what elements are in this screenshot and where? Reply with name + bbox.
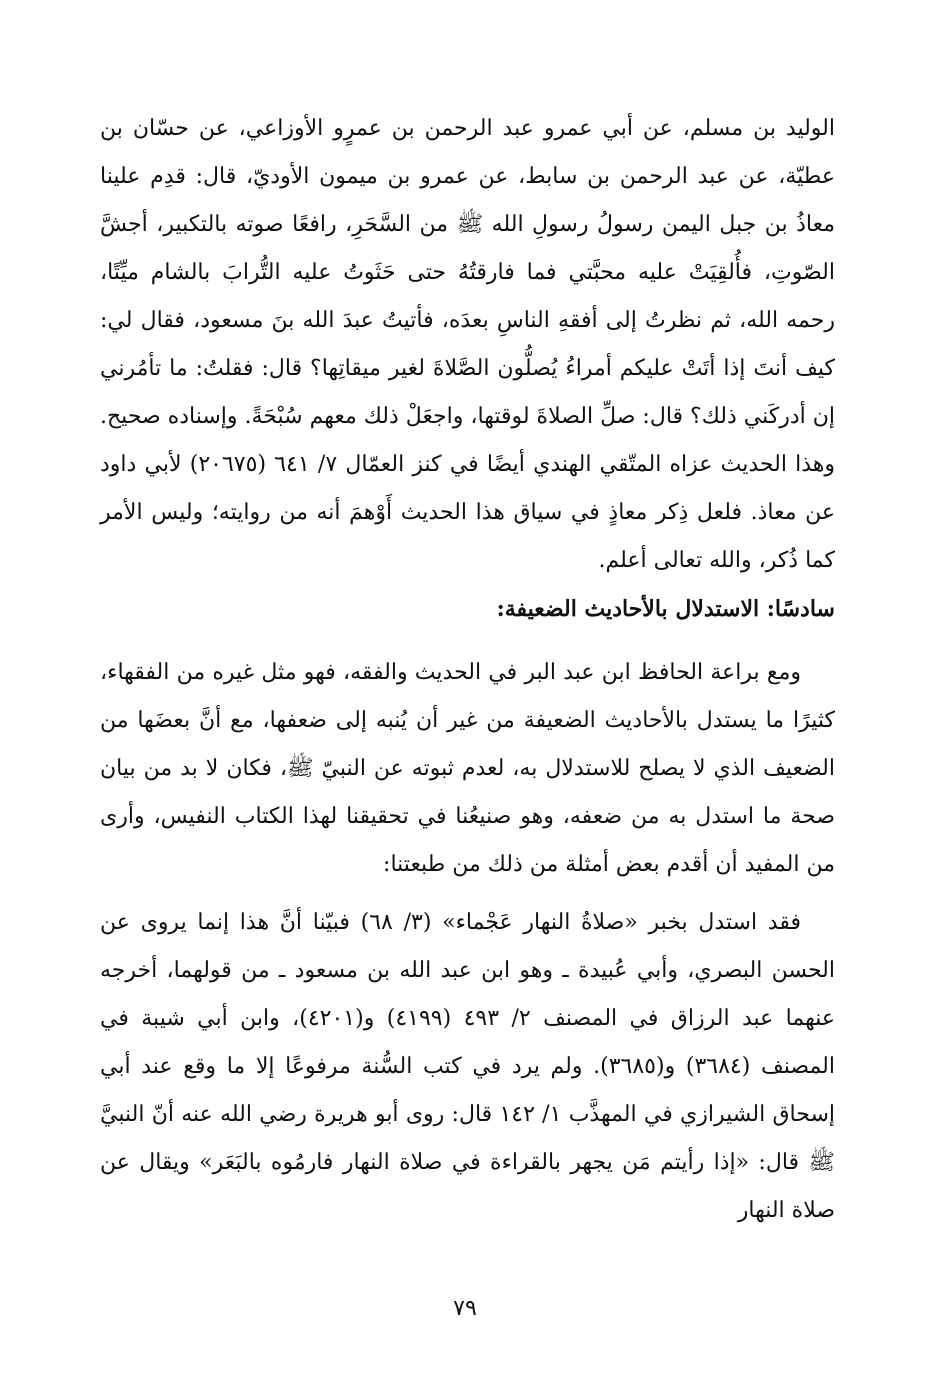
page-number: ٧٩ (453, 1296, 477, 1321)
spacer (100, 889, 835, 899)
paragraph-example-ajmaa: فقد استدل بخبر «صلاةُ النهار عَجْماء» (٣/ ٦٨) فبيّنا أنَّ هذا إنما يروى عن الحسن البصري، وأبي عُبيدة ـ وهو ابن عبد الله بن مسعود ـ من قولهما، أخرجه عنهما عبد الرزاق في المصنف ٢/ ٤٩٣ (٤١٩٩) و(٤٢٠١)، وابن أبي شيبة في المصنف (٣٦٨٤) و(٣٦٨٥). ولم يرد في كتب السُّنة مرفوعًا إلا ما وقع عند أبي إسحاق الشيرازي في المهذَّب ١/ ١٤٢ قال: روى أبو هريرة رضي الله عنه أنّ النبيَّ ﷺ قال: «إذا رأيتم مَن يجهر بالقراءة في صلاة النهار فارمُوه بالبَعَر» ويقال عن صلاة النهار (100, 910, 836, 1223)
paragraph-weak-hadith-intro: ومع براعة الحافظ ابن عبد البر في الحديث والفقه، فهو مثل غيره من الفقهاء، كثيرًا ما يستدل بالأحاديث الضعيفة من غير أن يُنبه إلى ضعفها، مع أنَّ بعضَها من الضعيف الذي لا يصلح للاستدلال به، لعدم ثبوته عن النبيّ ﷺ، فكان لا بد من بيان صحة ما استدل به من ضعفه، وهو صنيعُنا في تحقيقنا لهذا الكتاب النفيس، وأرى من المفيد أن أقدم بعض أمثلة من ذلك من طبعتنا: (100, 660, 835, 877)
spacer (100, 639, 835, 649)
section-heading-weak-hadiths: سادسًا: الاستدلال بالأحاديث الضعيفة: (496, 596, 835, 622)
page-body (100, 105, 835, 1235)
paragraph-hadith-continuation: الوليد بن مسلم، عن أبي عمرو عبد الرحمن بن عمرٍو الأوزاعي، عن حسّان بن عطيّة، عن عبد الرحمن بن سابط، عن عمرو بن ميمون الأوديّ، قال: قدِم علينا معاذُ بن جبل اليمن رسولُ رسولِ الله ﷺ من السَّحَرِ، رافعًا صوته بالتكبير، أجشَّ الصّوتِ، فأُلقِيَتْ عليه محبَّتي فما فارقتُهُ حتى حَثَوتُ عليه التُّرابَ بالشام ميِّتًا، رحمه الله، ثم نظرتُ إلى أفقهِ الناسِ بعدَه، فأتيتُ عبدَ الله بنَ مسعود، فقال لي: كيف أنتَ إذا أتَتْ عليكم أمراءُ يُصلُّون الصَّلاةَ لغير ميقاتِها؟ قال: فقلتُ: ما تأمُرني إن أدركَني ذلك؟ قال: صلِّ الصلاةَ لوقتها، واجعَلْ ذلك معهم سُبْحَةً. وإسناده صحيح. وهذا الحديث عزاه المتّقي الهندي أيضًا في كنز العمّال ٧/ ٦٤١ (٢٠٦٧٥) لأبي داود عن معاذ. فلعل ذِكر معاذٍ في سياق هذا الحديث أَوْهمَ أنه من روايته؛ وليس الأمر كما ذُكر، والله تعالى أعلم. (99, 116, 836, 573)
